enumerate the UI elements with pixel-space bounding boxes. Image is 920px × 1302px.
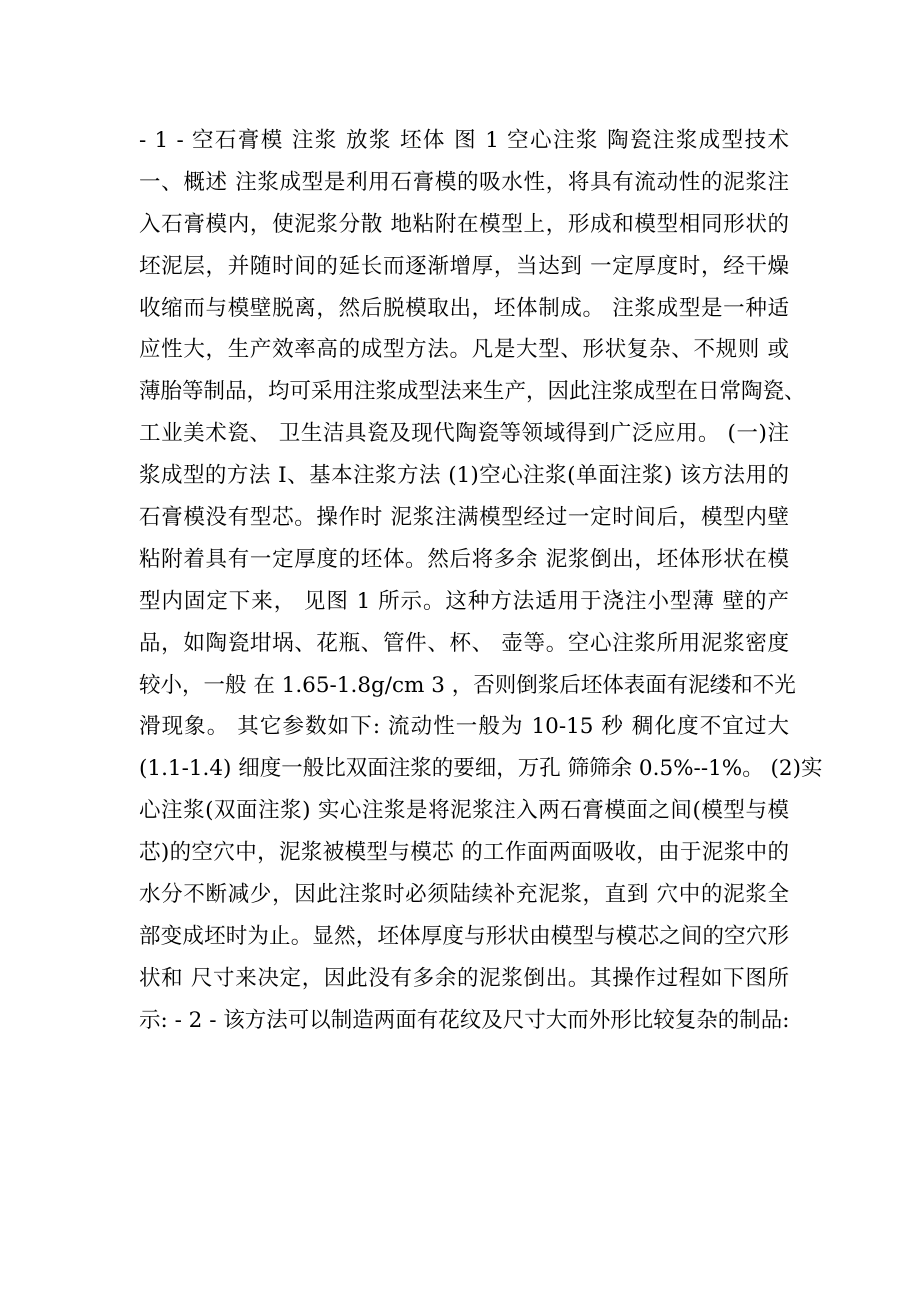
text-line: 水分不断减少，因此注浆时必须陆续补充泥浆，直到 穴中的泥浆全 [139,882,789,908]
text-line: 心注浆(双面注浆) 实心注浆是将泥浆注入两石膏模面之间(模型与模 [139,798,789,824]
text-line: 工业美术瓷、 卫生洁具瓷及现代陶瓷等领域得到广泛应用。 (一)注 [139,421,789,447]
text-line: 状和 尺寸来决定，因此没有多余的泥浆倒出。其操作过程如下图所 [139,965,789,991]
text-line: 较小，一般 在 1.65-1.8g/cm 3 ，否则倒浆后坯体表面有泥缕和不光 [139,672,796,698]
text-line: 入石膏模内，使泥浆分散 地粘附在模型上，形成和模型相同形状的 [139,211,789,237]
document-body [139,120,823,1042]
text-line: (1.1-1.4) 细度一般比双面注浆的要细，万孔 筛筛余 0.5%--1%。 (2)实 [139,756,823,782]
text-line: 示: - 2 - 该方法可以制造两面有花纹及尺寸大而外形比较复杂的制品: [139,1007,790,1033]
text-line: 收缩而与模壁脱离，然后脱模取出，坯体制成。 注浆成型是一种适 [139,295,789,321]
text-line: 应性大，生产效率高的成型方法。凡是大型、形状复杂、不规则 或 [139,337,789,363]
text-line: 粘附着具有一定厚度的坯体。然后将多余 泥浆倒出，坯体形状在模 [139,546,789,572]
text-line: - 1 - 空石膏模 注浆 放浆 坯体 图 1 空心注浆 陶瓷注浆成型技术 [139,128,789,153]
text-line: 坯泥层，并随时间的延长而逐渐增厚，当达到 一定厚度时，经干燥 [139,253,789,279]
text-line: 滑现象。 其它参数如下: 流动性一般为 10-15 秒 稠化度不宜过大 [139,714,789,740]
text-line: 浆成型的方法 I、基本注浆方法 (1)空心注浆(单面注浆) 该方法用的 [139,463,789,489]
text-line: 品，如陶瓷坩埚、花瓶、管件、杯、 壶等。空心注浆所用泥浆密度 [139,630,789,656]
text-line: 薄胎等制品，均可采用注浆成型法来生产，因此注浆成型在日常陶瓷、 [139,379,806,405]
text-line: 部变成坯时为止。显然，坯体厚度与形状由模型与模芯之间的空穴形 [139,923,789,949]
text-line: 型内固定下来， 见图 1 所示。这种方法适用于浇注小型薄 壁的产 [139,588,789,614]
text-line: 一、概述 注浆成型是利用石膏模的吸水性，将具有流动性的泥浆注 [139,169,789,195]
text-line: 芯)的空穴中，泥浆被模型与模芯 的工作面两面吸收，由于泥浆中的 [139,840,789,866]
text-line: 石膏模没有型芯。操作时 泥浆注满模型经过一定时间后，模型内壁 [139,505,789,531]
